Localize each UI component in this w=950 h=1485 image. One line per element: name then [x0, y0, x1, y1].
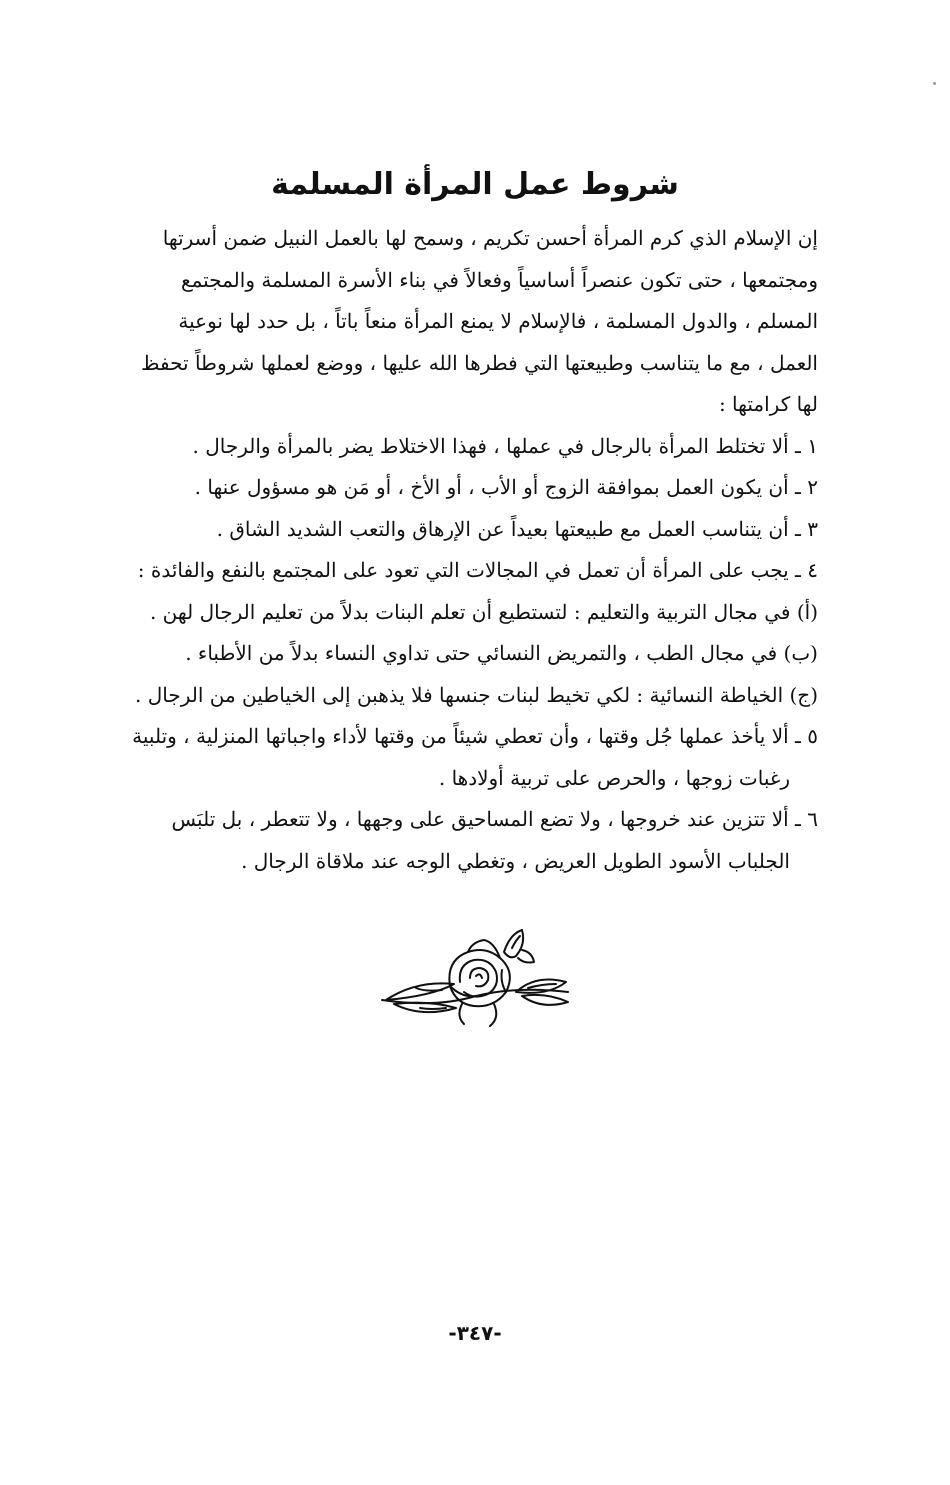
condition-item-5-continuation: رغبات زوجها ، والحرص على تربية أولادها . [438, 765, 790, 790]
scan-speck [933, 82, 936, 85]
intro-line: ومجتمعها ، حتى تكون عنصراً أساسياً وفعالاً في بناء الأسرة المسلمة والمجتمع [180, 267, 818, 292]
sub-item-c: (ج) الخياطة النسائية : لكي تخيط لبنات جنسها فلا يذهبن إلى الخياطين من الرجال . [135, 682, 818, 707]
condition-item-5: ٥ ـ ألا يأخذ عملها جُل وقتها ، وأن تعطي شيئاً من وقتها لأداء واجباتها المنزلية ، وتلبية [132, 724, 818, 748]
page-title: شروط عمل المرأة المسلمة [271, 167, 679, 202]
condition-item-6: ٦ ـ ألا تتزين عند خروجها ، ولا تضع المساحيق على وجهها ، ولا تتعطر ، بل تلبَس [171, 807, 818, 831]
condition-item-4: ٤ ـ يجب على المرأة أن تعمل في المجالات التي تعود على المجتمع بالنفع والفائدة : [137, 558, 818, 582]
body-text [106, 218, 818, 882]
rose-icon [376, 922, 576, 1042]
condition-item-3: ٣ ـ أن يتناسب العمل مع طبيعتها بعيداً عن الإرهاق والتعب الشديد الشاق . [216, 516, 818, 541]
sub-item-b: (ب) في مجال الطب ، والتمريض النسائي حتى تداوي النساء بدلاً من الأطباء . [185, 641, 818, 665]
intro-line: المسلم ، والدول المسلمة ، فالإسلام لا يمنع المرأة منعاً باتاً ، بل حدد لها نوعية [178, 309, 818, 333]
intro-line: إن الإسلام الذي كرم المرأة أحسن تكريم ، وسمح لها بالعمل النبيل ضمن أسرتها [162, 226, 818, 250]
conditions-list [106, 426, 818, 883]
condition-item-2: ٢ ـ أن يكون العمل بموافقة الزوج أو الأب ، أو الأخ ، أو مَن هو مسؤول عنها . [194, 475, 818, 499]
condition-item-6-continuation: الجلباب الأسود الطويل العريض ، وتغطي الوجه عند ملاقاة الرجال . [241, 848, 790, 873]
intro-paragraph [106, 218, 818, 426]
page-number: -٣٤٧- [448, 1321, 502, 1345]
intro-line: لها كرامتها : [718, 392, 818, 416]
intro-line: العمل ، مع ما يتناسب وطبيعتها التي فطرها الله عليها ، ووضع لعملها شروطاً تحفظ [141, 350, 818, 375]
condition-item-1: ١ ـ ألا تختلط المرأة بالرجال في عملها ، فهذا الاختلاط يضر بالمرأة والرجال . [192, 433, 818, 458]
sub-item-a: (أ) في مجال التربية والتعليم : لتستطيع أن تعلم البنات بدلاً من تعليم الرجال لهن . [149, 599, 818, 624]
